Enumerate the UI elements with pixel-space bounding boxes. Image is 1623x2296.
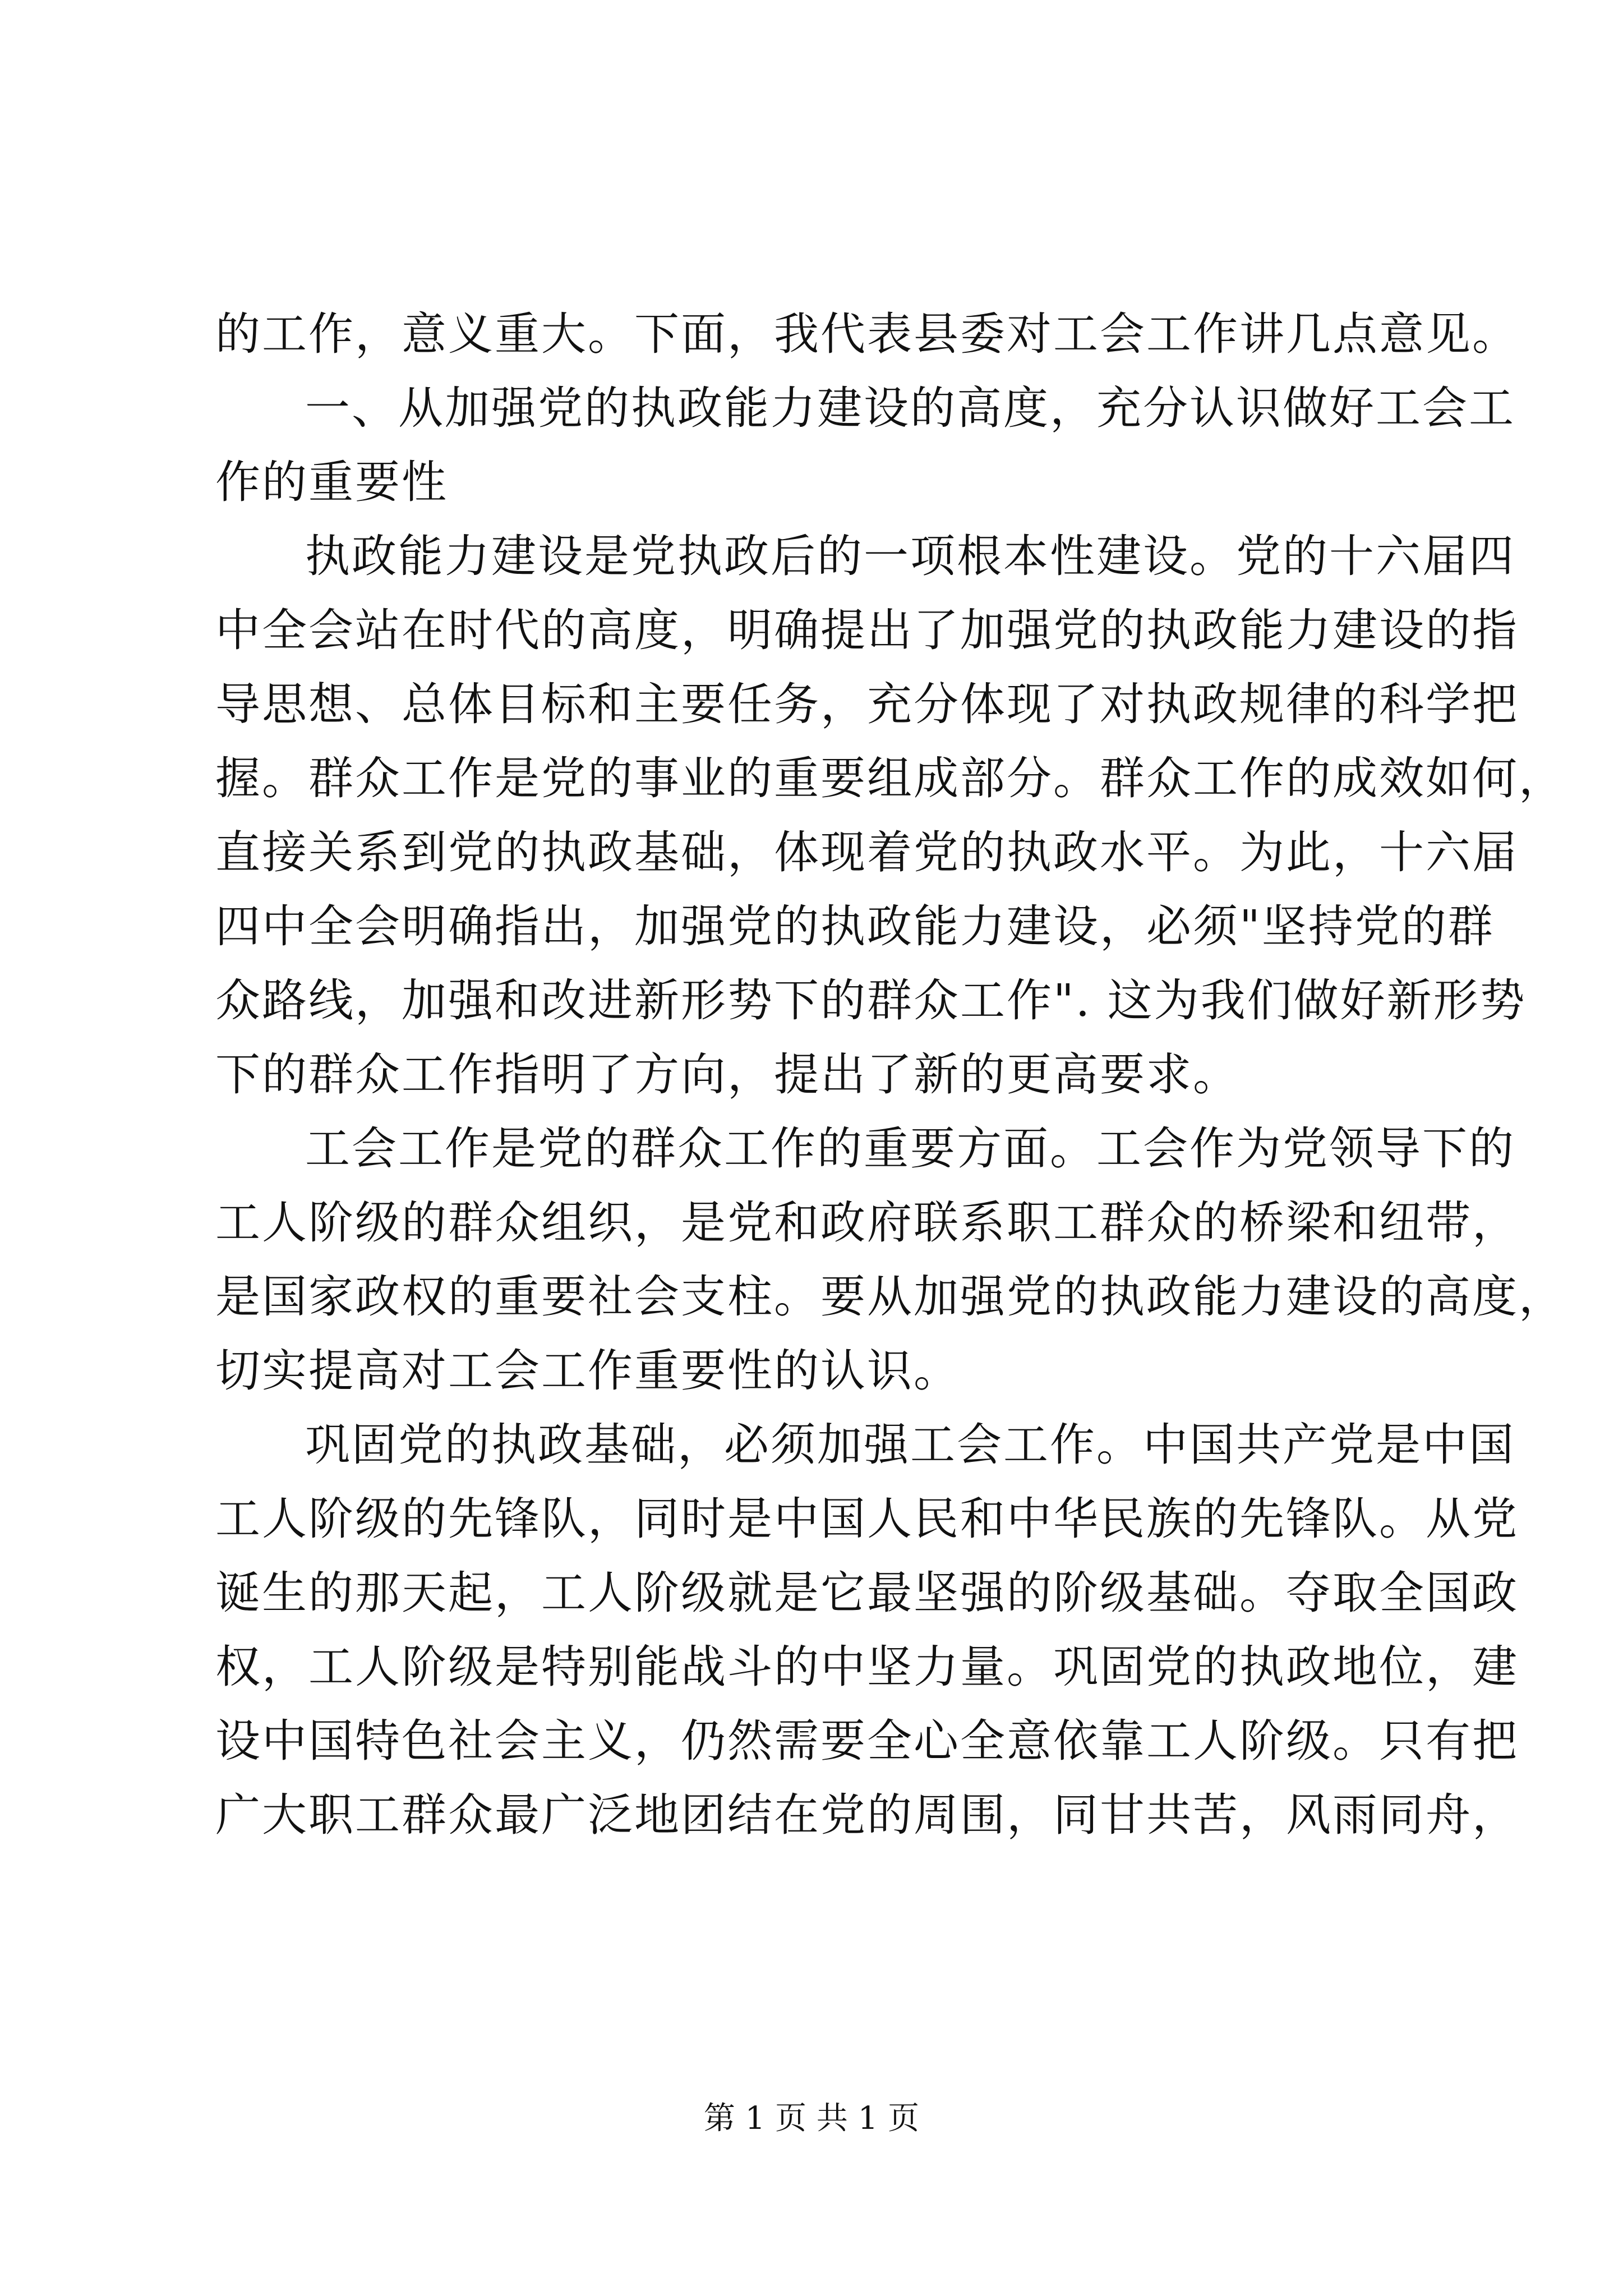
text-line: 设中国特色社会主义，仍然需要全心全意依靠工人阶级。只有把	[215, 1715, 1519, 1767]
text-line: 诞生的那天起，工人阶级就是它最坚强的阶级基础。夺取全国政	[215, 1567, 1519, 1619]
text-line: 巩固党的执政基础，必须加强工会工作。中国共产党是中国	[305, 1419, 1515, 1471]
text-line: 握。群众工作是党的事业的重要组成部分。群众工作的成效如何，	[215, 752, 1565, 804]
text-line: 执政能力建设是党执政后的一项根本性建设。党的十六届四	[305, 530, 1515, 582]
text-line: 的工作，意义重大。下面，我代表县委对工会工作讲几点意见。	[215, 308, 1519, 360]
text-line: 切实提高对工会工作重要性的认识。	[215, 1345, 960, 1397]
text-line: 直接关系到党的执政基础，体现着党的执政水平。为此，十六届	[215, 826, 1519, 878]
text-line: 众路线，加强和改进新形势下的群众工作". 这为我们做好新形势	[215, 974, 1527, 1027]
text-line: 下的群众工作指明了方向，提出了新的更高要求。	[215, 1048, 1239, 1101]
text-line: 工会工作是党的群众工作的重要方面。工会作为党领导下的	[305, 1122, 1515, 1175]
text-line: 工人阶级的先锋队，同时是中国人民和中华民族的先锋队。从党	[215, 1493, 1519, 1545]
text-line: 中全会站在时代的高度，明确提出了加强党的执政能力建设的指	[215, 604, 1519, 656]
text-line: 是国家政权的重要社会支柱。要从加强党的执政能力建设的高度，	[215, 1271, 1565, 1323]
page-footer	[0, 2099, 1623, 2138]
text-line: 广大职工群众最广泛地团结在党的周围，同甘共苦，风雨同舟，	[215, 1789, 1519, 1841]
document-body	[215, 297, 1565, 1852]
text-line: 权，工人阶级是特别能战斗的中坚力量。巩固党的执政地位，建	[215, 1641, 1519, 1693]
text-line: 四中全会明确指出，加强党的执政能力建设，必须"坚持党的群	[215, 900, 1495, 953]
section-heading-line: 作的重要性	[215, 456, 448, 508]
text-line: 工人阶级的群众组织，是党和政府联系职工群众的桥梁和纽带，	[215, 1197, 1519, 1249]
text-line: 导思想、总体目标和主要任务，充分体现了对执政规律的科学把	[215, 678, 1519, 730]
page-number: 第 1 页 共 1 页	[703, 2100, 920, 2137]
section-heading-line: 一、从加强党的执政能力建设的高度，充分认识做好工会工	[305, 382, 1515, 434]
